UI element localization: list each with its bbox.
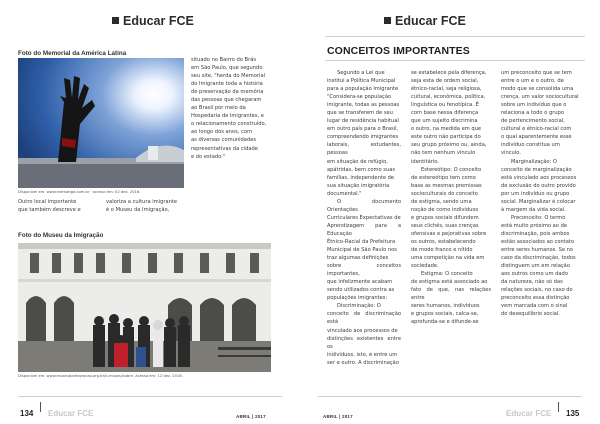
photo-caption-memorial: Foto do Memorial da América Latina	[18, 50, 127, 57]
text-line: Estigma: O conceito	[421, 271, 473, 278]
footer-page-number-left	[20, 403, 33, 421]
footer-separator	[40, 402, 41, 412]
text-line: de estereótipo tem como	[411, 174, 476, 181]
text-line: modo que se consolida uma	[501, 86, 574, 93]
text-line: seus clichês, suas crenças	[411, 222, 479, 229]
text-line: vem marcada com o sinal	[501, 303, 568, 310]
footer-divider	[318, 396, 582, 397]
text-line: as diversas comunidades	[191, 137, 257, 144]
left-page-bottom-text-a	[18, 198, 104, 214]
footer-brand: Educar FCE	[506, 409, 552, 418]
text-line: ofensivas e pejorativas sobre	[411, 230, 487, 237]
text-line: Hospedaria de Imigrantes, e	[191, 113, 264, 120]
text-line: entre seres humanos. Se no	[501, 247, 574, 254]
text-line: linguística ou fenotípica. É	[411, 102, 479, 109]
photo-credit-museu: Disponível em: www.museudaimigracao.org.br/o-museu/sobre. Acesso em: 12 dez. 2016.	[18, 374, 183, 378]
museu-imigracao-photo	[18, 243, 271, 372]
text-line: preconceito essa distinção	[501, 295, 570, 302]
text-line: base as mesmas premissas	[411, 182, 482, 189]
footer-date-left	[236, 405, 266, 423]
photo-caption-museu: Foto do Museu da Imigração	[18, 232, 104, 239]
text-line: o relacionamento construído,	[191, 121, 267, 128]
text-line: distinções existentes entre os	[327, 335, 401, 350]
text-line: que também descreve e	[18, 207, 81, 214]
text-line: socioculturais do conceito	[411, 190, 478, 197]
text-line: Marginalização: O	[511, 158, 557, 165]
text-line: situado no Bairro do Brás	[191, 57, 257, 63]
text-line: em São Paulo, que segundo	[191, 65, 263, 72]
footer-brand-left	[48, 403, 93, 421]
text-line: Preconceito: O termo	[511, 214, 566, 221]
text-line: ser e outro. A discriminação	[327, 359, 399, 366]
text-line: Estereótipo: O conceito	[421, 166, 482, 173]
text-line: sobre conceitos importantes,	[327, 263, 401, 278]
text-line: uma competição na vida em	[411, 255, 485, 262]
page-number: 134	[20, 409, 34, 418]
text-line: que infelizmente acabam	[327, 279, 393, 286]
footer-date-right	[323, 405, 353, 423]
text-line: sendo utilizados contra as	[327, 287, 395, 294]
text-line: institui a Política Municipal	[327, 78, 396, 85]
footer-page-number-right	[566, 403, 579, 421]
section-divider	[325, 60, 585, 61]
square-bullet-icon	[384, 17, 391, 24]
text-line: é o Museu da Imigração,	[106, 207, 170, 214]
text-line: das pessoas que chegaram	[191, 97, 262, 104]
text-line: que se transferem de seu	[327, 110, 393, 117]
text-line: este outro não participa do	[411, 134, 481, 141]
text-line: em situação de refúgio,	[327, 158, 388, 165]
text-line: conceito de discriminação está	[327, 311, 401, 326]
text-line: valoriza a cultura imigrante	[106, 199, 178, 205]
text-line: sociedade.	[411, 263, 439, 270]
text-line: relações sociais, no caso do	[501, 287, 573, 294]
text-line: "Considera-se população	[327, 94, 392, 101]
text-line: laborais, estudantes, pessoas	[327, 142, 401, 157]
text-line: e grupos sociais, calca-se,	[411, 311, 479, 318]
issue-date: ABRIL | 2017	[236, 414, 266, 419]
text-line: de exclusão do outro provido	[501, 182, 576, 189]
text-line: de modo franco e nítido	[411, 247, 473, 254]
text-line: se estabelece pela diferença,	[411, 70, 487, 76]
text-line: estão associados ao contato	[501, 238, 575, 245]
text-line: ao Brasil por meio da	[191, 105, 246, 112]
text-line: do Imigrante toda a história	[191, 81, 263, 88]
text-line: Segundo a Lei que	[337, 70, 385, 76]
text-line: discriminação, pois ambos	[501, 230, 570, 237]
text-line: de preservação da memória	[191, 89, 264, 96]
footer-divider	[18, 396, 282, 397]
footer-brand: Educar FCE	[48, 409, 94, 418]
text-line: o outro, na medida em que	[411, 126, 482, 133]
text-line: relaciona a todo o grupo	[501, 110, 564, 117]
text-line: O documento Orientações	[327, 198, 401, 213]
text-line: um preconceito que se tem	[501, 70, 572, 76]
text-line: social. Marginalizar é colocar	[501, 198, 576, 205]
text-line: aprofunda-se e difunde-se	[411, 319, 479, 326]
text-line: Outro local importante	[18, 199, 77, 205]
text-line: entre o um e o outro, de	[501, 78, 564, 85]
text-line: vínculo.	[501, 150, 521, 157]
page-number: 135	[566, 409, 580, 418]
text-line: sobre um indivíduo que o	[501, 102, 567, 109]
text-line: apátridas, bem como suas	[327, 166, 396, 173]
text-line: Curriculares Expectativas de	[327, 214, 401, 221]
text-line: de estigma está associado ao	[411, 279, 488, 286]
text-line: aos outros como um dado	[501, 271, 568, 278]
brand-title: Educar FCE	[123, 14, 194, 28]
footer-brand-right	[506, 403, 551, 421]
right-page	[300, 0, 600, 424]
text-line: lugar de residência habitual	[327, 118, 399, 125]
text-line: crença, um valor sociocultural	[501, 94, 579, 101]
text-line: ao longo dos anos, com	[191, 129, 253, 136]
text-line: identitário.	[411, 158, 439, 165]
text-line: fato de que, nas relações entre	[411, 287, 491, 302]
text-line: em outro país para o Brasil,	[327, 126, 399, 133]
text-line: Aprendizagem para a Educação	[327, 222, 401, 237]
text-line: populações imigrantes:	[327, 295, 388, 302]
text-line: compreendendo imigrantes	[327, 134, 399, 141]
text-line: Municipal de São Paulo nos	[327, 247, 397, 254]
text-line: Discriminação: O	[337, 303, 381, 310]
text-line: por um indivíduo ou grupo	[501, 190, 570, 197]
text-line: de pertencimento social,	[501, 118, 565, 125]
text-line: à margem da vida social.	[501, 206, 566, 213]
memorial-america-latina-photo	[18, 58, 184, 188]
text-line: e grupos sociais difundem	[411, 214, 479, 221]
text-line: está vinculado aos processos	[501, 174, 577, 181]
text-line: caso da discriminação, todos	[501, 255, 576, 262]
right-page-text-column-3	[501, 69, 583, 318]
left-page-text-column	[191, 56, 285, 161]
text-line: que um sujeito discrimina	[411, 118, 478, 125]
left-page-bottom-text-b	[106, 198, 190, 214]
text-line: seu grupo próximo ou, ainda,	[411, 142, 487, 149]
text-line: conceito de marginalização	[501, 166, 572, 173]
text-line: não tem nenhum vínculo	[411, 150, 476, 157]
text-line: do desequilíbrio social.	[501, 311, 560, 318]
text-line: seres humanos, indivíduos	[411, 303, 480, 310]
text-line: representativas da cidade	[191, 145, 258, 152]
text-line: sua situação imigratória	[327, 182, 390, 189]
text-line: para a população imigrante	[327, 86, 399, 93]
text-line: seu site, "herda do Memorial	[191, 73, 266, 80]
section-title: CONCEITOS IMPORTANTES	[327, 45, 470, 57]
text-line: traz algumas definições	[327, 255, 389, 262]
text-line: o qual aparentemente esse	[501, 134, 572, 141]
text-line: e do estado."	[191, 153, 226, 160]
right-page-header	[384, 14, 466, 28]
text-line: imigrante, todas as pessoas	[327, 102, 400, 109]
text-line: indivíduo constitua um	[501, 142, 560, 149]
text-line: de estigma, sendo uma	[411, 198, 472, 205]
text-line: Étnico-Racial da Prefeitura	[327, 238, 396, 245]
text-line: cultural e étnico-racial com	[501, 126, 572, 133]
text-line: seja esta de ordem social,	[411, 78, 479, 85]
left-page-header	[112, 14, 194, 28]
text-line: os outros, estabelecendo	[411, 238, 476, 245]
text-line: está muito próximo ao de	[501, 222, 567, 229]
text-line: noção de como indivíduos	[411, 206, 479, 213]
brand-title: Educar FCE	[395, 14, 466, 28]
text-line: famílias, independente de	[327, 174, 395, 181]
text-line: vinculado aos processos de	[327, 327, 398, 334]
text-line: documental."	[327, 190, 362, 197]
header-divider	[325, 36, 585, 37]
text-line: étnico-racial, seja religiosa,	[411, 86, 482, 93]
square-bullet-icon	[112, 17, 119, 24]
right-page-text-column-2	[411, 69, 491, 327]
text-line: cultural, econômica, política,	[411, 94, 486, 101]
right-page-text-column-1	[327, 69, 401, 367]
photo-credit-memorial: Disponível em: www.mematiga.com.br · acesso em: 02 dez. 2016.	[18, 190, 141, 194]
issue-date: ABRIL | 2017	[323, 414, 353, 419]
text-line: indivíduos, isto, é entre um	[327, 351, 398, 358]
footer-separator	[558, 402, 559, 412]
text-line: da natureza, não só das	[501, 279, 563, 286]
text-line: com base nessa diferença	[411, 110, 479, 117]
text-line: distinguem um em relação	[501, 263, 570, 270]
